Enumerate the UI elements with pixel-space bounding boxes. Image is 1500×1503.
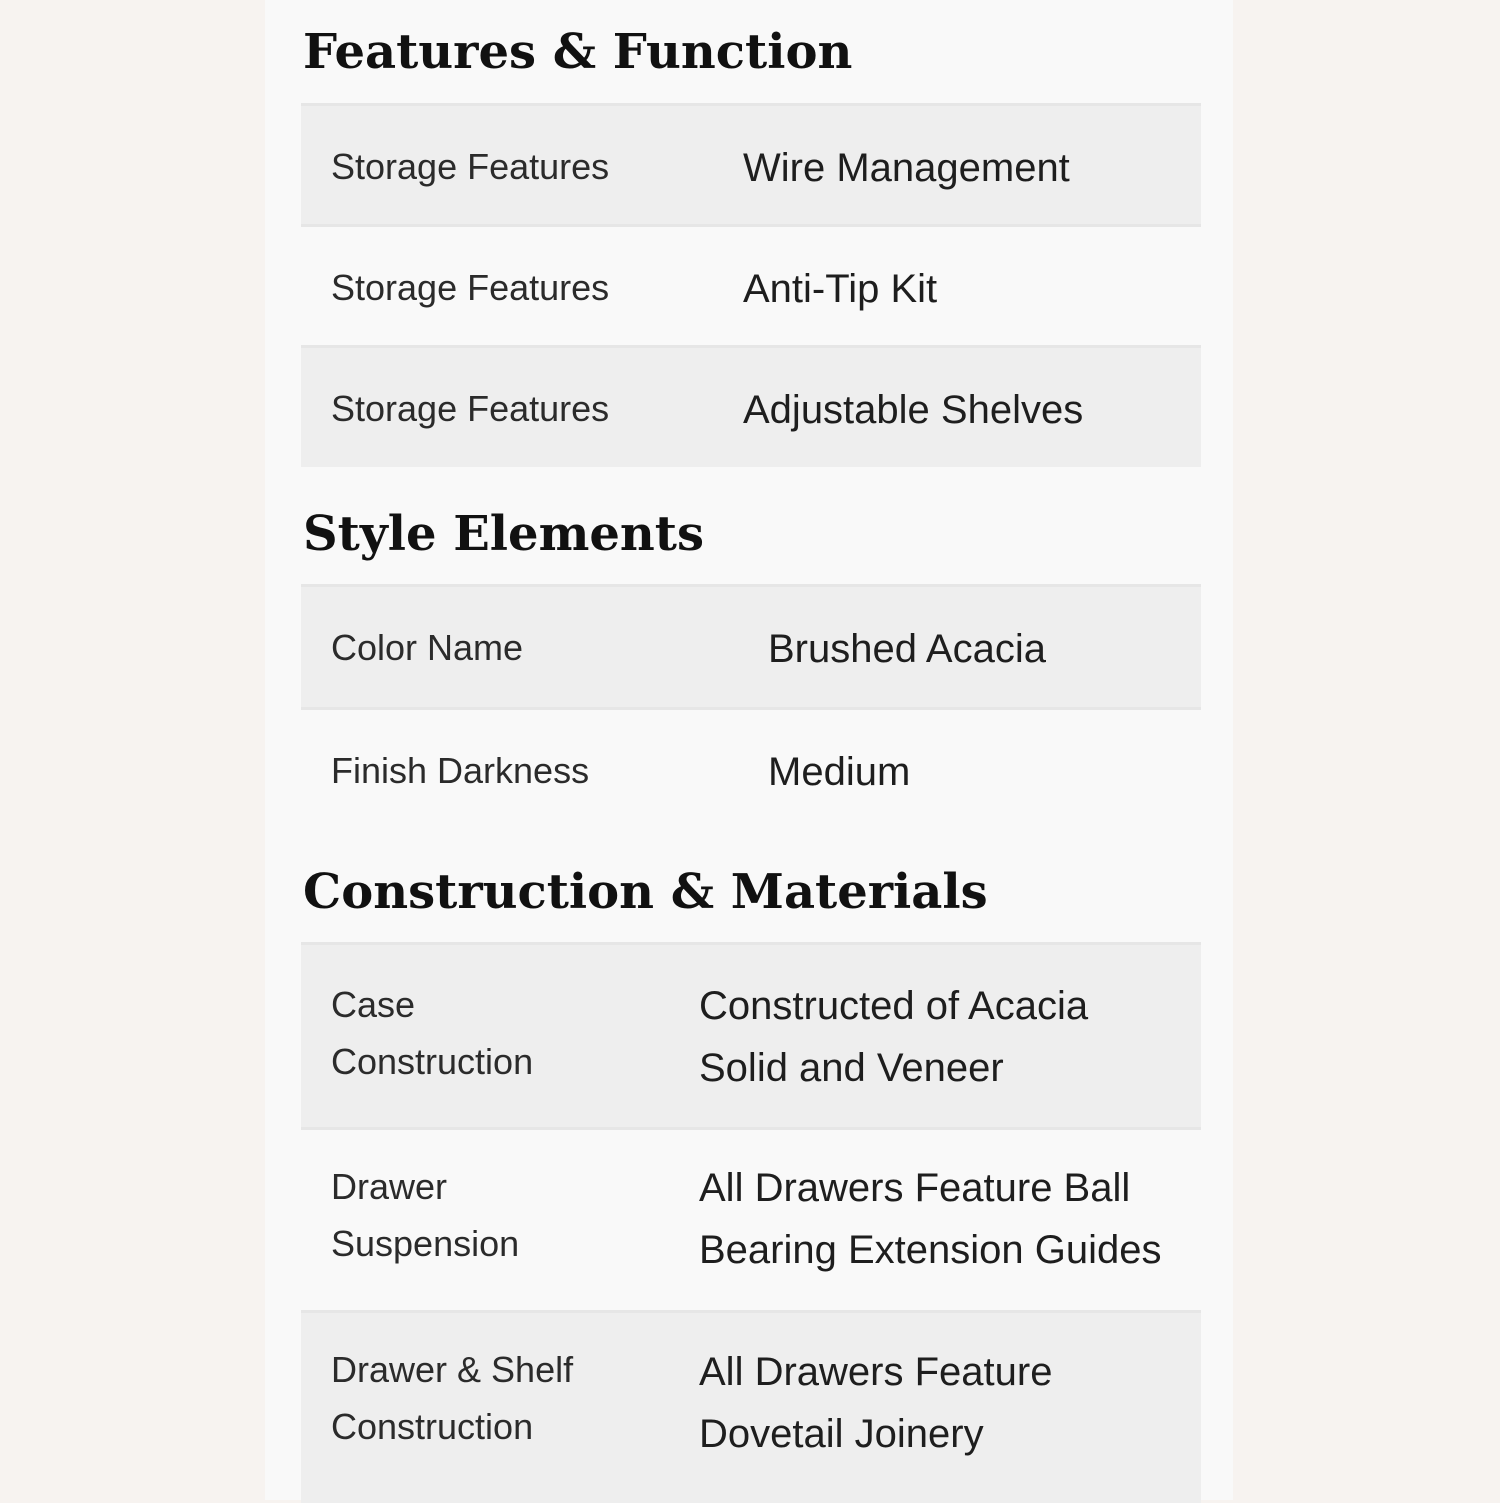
section-title-features-function: Features & Function	[303, 24, 853, 80]
spec-label: Drawer & Shelf Construction	[331, 1349, 574, 1447]
spec-value: All Drawers Feature Dovetail Joinery	[699, 1350, 1053, 1456]
spec-label: Storage Features	[331, 267, 610, 308]
spec-label: Drawer Suspension	[331, 1166, 520, 1264]
spec-label: Storage Features	[331, 388, 610, 429]
spec-value: Medium	[768, 750, 911, 794]
section-title-style-elements: Style Elements	[303, 506, 704, 562]
table-row	[301, 1130, 1201, 1313]
table-row	[301, 348, 1201, 467]
spec-value: Wire Management	[743, 146, 1070, 190]
spec-label: Finish Darkness	[331, 750, 590, 791]
spec-value: All Drawers Feature Ball Bearing Extension Guides	[699, 1166, 1162, 1272]
table-row	[301, 106, 1201, 227]
table-row	[301, 710, 1201, 829]
style-elements-table	[301, 584, 1201, 829]
spec-label: Color Name	[331, 627, 524, 668]
table-row	[301, 1313, 1201, 1503]
spec-value: Brushed Acacia	[768, 627, 1046, 671]
construction-materials-table	[301, 942, 1201, 1503]
table-row	[301, 587, 1201, 710]
spec-label: Case Construction	[331, 984, 534, 1082]
section-title-construction-materials: Construction & Materials	[303, 864, 988, 920]
features-function-table	[301, 103, 1201, 467]
product-specs-panel	[265, 0, 1233, 1500]
table-row	[301, 945, 1201, 1130]
spec-value: Adjustable Shelves	[743, 388, 1084, 432]
spec-value: Anti-Tip Kit	[743, 267, 938, 311]
spec-value: Constructed of Acacia Solid and Veneer	[699, 984, 1089, 1090]
spec-label: Storage Features	[331, 146, 610, 187]
table-row	[301, 227, 1201, 348]
